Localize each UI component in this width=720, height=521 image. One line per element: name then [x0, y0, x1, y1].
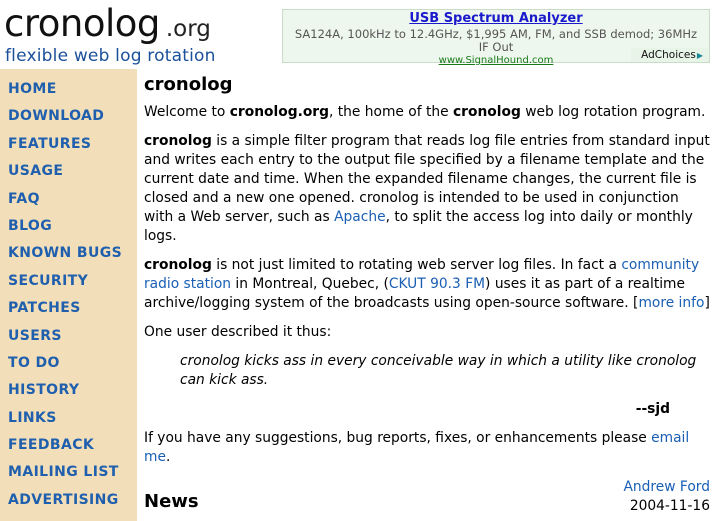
sidebar-item-mailing-list[interactable]: MAILING LIST	[8, 464, 119, 481]
sidebar-item-security[interactable]: SECURITY	[8, 272, 89, 289]
site-logo[interactable]	[4, 2, 211, 46]
ad-url-link[interactable]: www.SignalHound.com	[438, 55, 554, 66]
main-content	[144, 75, 710, 516]
sidebar-item-known-bugs[interactable]: KNOWN BUGS	[8, 245, 123, 262]
more-info-link[interactable]: more info	[638, 295, 705, 311]
sidebar-item-home[interactable]: HOME	[8, 81, 57, 97]
description-paragraph: cronolog is a simple filter program that reads log file entries from standard input and writes each entry to the output file specified by a filename template and the current date and time. When the expanded filename changes, the current file is closed and a new one opened. cronolog is intended to be used in conjunction with a Web server, such as Apache, to split the access log into daily or monthly logs.	[144, 133, 710, 244]
user-quote: cronolog kicks ass in every conceivable way in which a utility like cronolog can kick ass.	[180, 353, 697, 388]
adchoices-button[interactable]	[631, 48, 709, 62]
sidebar-nav	[0, 69, 137, 521]
ad-banner[interactable]	[282, 9, 710, 66]
sidebar-item-patches[interactable]: PATCHES	[8, 300, 81, 317]
sidebar-item-feedback[interactable]: FEEDBACK	[8, 437, 95, 454]
usage-paragraph: cronolog is not just limited to rotating web server log files. In fact a community radio station in Montreal, Quebec, (CKUT 90.3 FM) uses it as part of a realtime archive/logging system of the broadcasts using open-source software. [more info]	[144, 257, 710, 311]
logo-text: cronolog	[4, 2, 160, 45]
community-radio-link[interactable]: community radio station	[144, 257, 700, 292]
tagline: flexible web log rotation	[5, 46, 216, 66]
page-title: cronolog	[144, 74, 233, 95]
quote-intro: One user described it thus:	[144, 324, 332, 340]
sidebar-item-usage[interactable]: USAGE	[8, 163, 64, 180]
sidebar-item-to-do[interactable]: TO DO	[8, 354, 60, 371]
news-heading: News	[144, 491, 199, 512]
feedback-paragraph: If you have any suggestions, bug reports, fixes, or enhancements please email me.	[144, 430, 690, 465]
adchoices-label: AdChoices	[641, 49, 696, 61]
post-date: 2004-11-16	[629, 498, 710, 514]
sidebar-item-blog[interactable]: BLOG	[8, 217, 53, 234]
ad-body-text: SA124A, 100kHz to 12.4GHz, $1,995 AM, FM, and SSB demod; 36MHz IF Out	[294, 27, 698, 54]
sidebar-item-features[interactable]: FEATURES	[8, 135, 92, 152]
email-me-link[interactable]: email me	[144, 430, 690, 465]
quote-signature: --sjd	[635, 401, 670, 417]
ad-title-link[interactable]: USB Spectrum Analyzer	[409, 11, 583, 26]
author-link[interactable]: Andrew Ford	[623, 479, 710, 495]
sidebar-item-download[interactable]: DOWNLOAD	[8, 108, 105, 125]
adchoices-icon: ▶	[696, 51, 703, 60]
apache-link[interactable]: Apache	[334, 209, 386, 225]
sidebar-item-advertising[interactable]: ADVERTISING	[8, 491, 119, 508]
sidebar-item-links[interactable]: LINKS	[8, 409, 57, 426]
logo-tld: .org	[165, 16, 211, 42]
sidebar-item-history[interactable]: HISTORY	[8, 382, 80, 399]
sidebar-item-faq[interactable]: FAQ	[8, 190, 40, 207]
intro-paragraph: Welcome to cronolog.org, the home of the cronolog web log rotation program.	[144, 104, 706, 120]
sidebar-item-users[interactable]: USERS	[8, 327, 62, 344]
author-block	[144, 478, 710, 516]
ckut-link[interactable]: CKUT 90.3 FM	[388, 276, 486, 292]
